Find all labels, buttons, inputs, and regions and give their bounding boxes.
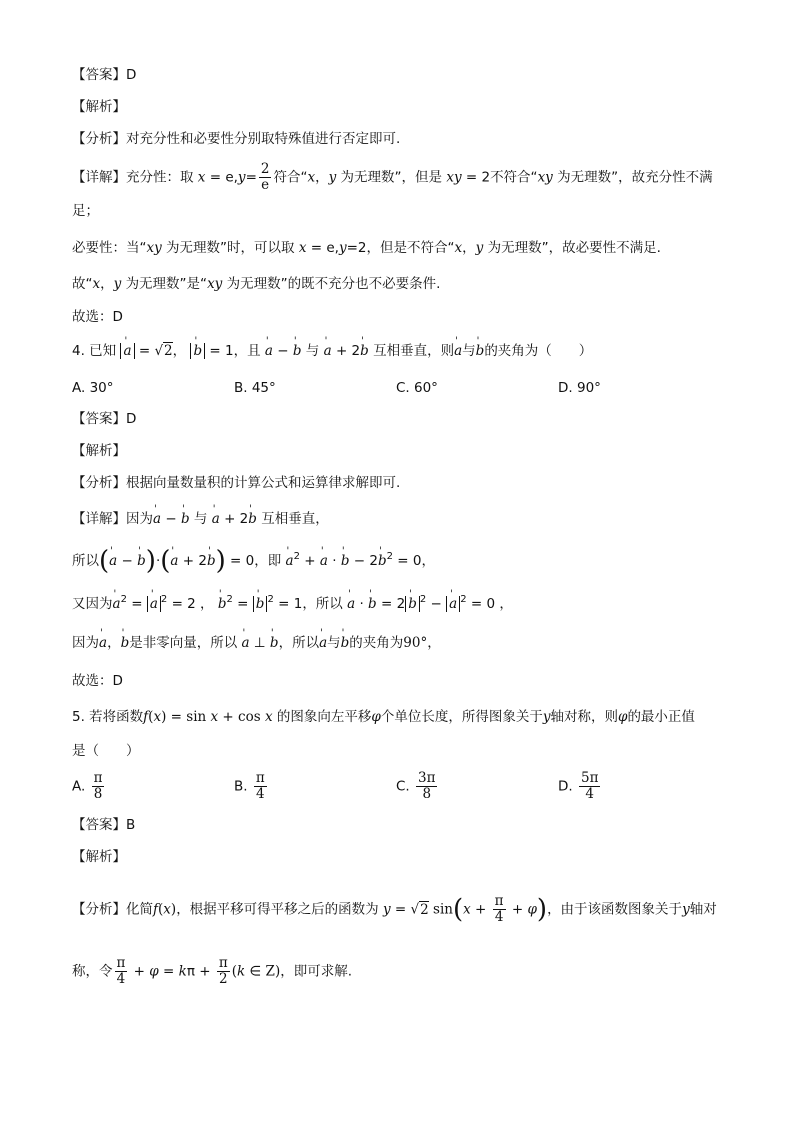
q4-analysis: 【分析】根据向量数量积的计算公式和运算律求解即可.: [72, 475, 401, 491]
q5-jiexi: 【解析】: [72, 849, 126, 865]
q4-detail-line1: 【详解】因为' a − ' b 与 ' a + 2' b 互相垂直，: [72, 509, 329, 529]
q3-detail-line: 【详解】充分性：取 x = e,y= $\frac{2}{e}$ 符合“x，y 为无理数”，但是 xy = 2不符合“xy 为无理数”，故充分性不满: [72, 161, 713, 193]
q4-option-a: A. 30°: [72, 380, 114, 396]
q5-option-c: C. $\frac{3\pi}{8}$: [396, 770, 436, 802]
q5-option-d: D. $\frac{5\pi}{4}$: [558, 770, 599, 802]
q3-analysis: 【分析】对充分性和必要性分别取特殊值进行否定即可.: [72, 131, 401, 147]
q4-option-d: D. 90°: [558, 380, 601, 396]
q4-jiexi: 【解析】: [72, 443, 126, 459]
q3-answer: 【答案】D: [72, 67, 137, 83]
q4-option-b: B. 45°: [234, 380, 276, 396]
q5-option-b: B. $\frac{\pi}{4}$: [234, 770, 265, 802]
q4-answer: 【答案】D: [72, 411, 137, 427]
q5-option-a: A. $\frac{\pi}{8}$: [72, 770, 103, 802]
q4-choose: 故选：D: [72, 673, 123, 689]
q3-choose: 故选：D: [72, 309, 123, 325]
q3-conclusion: 故“x，y 为无理数”是“xy 为无理数”的既不充分也不必要条件.: [72, 276, 441, 292]
q4-detail-line3: 又因为' $a^2$ = ' a $^2$ = 2 ， ' $b^2$ = ' b $^2$ = 1，所以 ' a · ' b = 2' b $^2$ − ' a $^2$ = 0 ，: [72, 594, 513, 616]
q4-option-c: C. 60°: [396, 380, 438, 396]
q3-jiexi: 【解析】: [72, 99, 126, 115]
q5-stem-line2: 是（ ）: [72, 743, 140, 759]
q5-answer: 【答案】B: [72, 817, 136, 833]
q4-stem: 4. 已知 ' a = √2， ' b = 1，且 ' a − ' b 与 ' a + 2' b 互相垂直，则' a与' b的夹角为（ ）: [72, 341, 592, 361]
q5-analysis-line2: 称，令 $\frac{\pi}{4}$ + φ = kπ + $\frac{\pi}{2}$ (k ∈ Z)，即可求解.: [72, 955, 353, 987]
q4-detail-line2: 所以(' a − ' b)·(' a + 2' b) = 0，即 ' $a^2$ + ' a · ' b − 2' $b^2 = 0$，: [72, 551, 435, 573]
q3-detail-line2: 足；: [72, 203, 99, 219]
q4-detail-line4: 因为' a，' b是非零向量，所以 ' a ⊥ ' b，所以' a与' b的夹角为90°，: [72, 633, 441, 653]
q5-analysis-line1: 【分析】化简f(x)，根据平移可得平移之后的函数为 y = √2 sin(x + $\frac{\pi}{4}$ + φ)，由于该函数图象关于y轴对: [72, 893, 717, 925]
q3-necessity: 必要性：当“xy 为无理数”时，可以取 x = e,y=2，但是不符合“x，y 为无理数”，故必要性不满足.: [72, 240, 661, 256]
q5-stem: 5. 若将函数f(x) = sin x + cos x 的图象向左平移φ个单位长度，所得图象关于y轴对称，则φ的最小正值: [72, 709, 695, 725]
